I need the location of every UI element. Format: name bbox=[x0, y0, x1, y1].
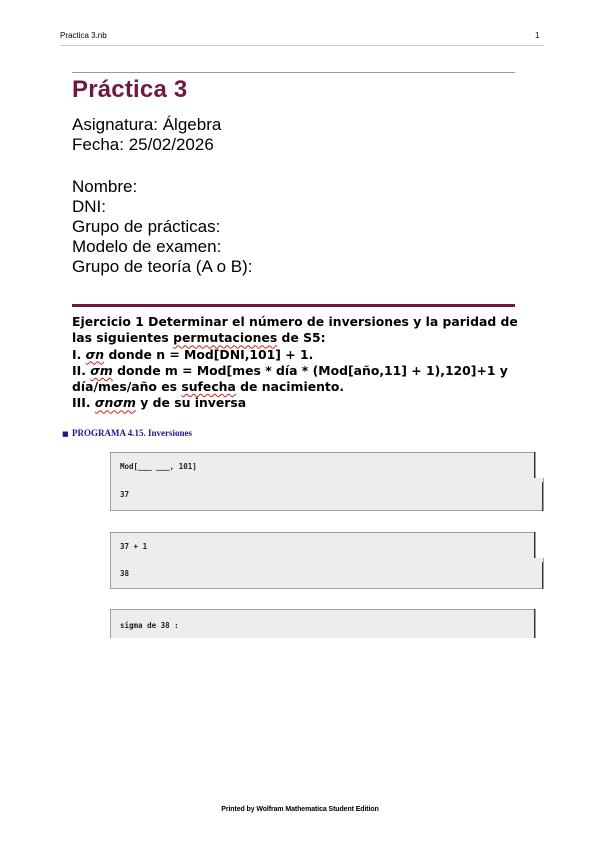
exercise-line-4 bbox=[72, 363, 522, 379]
exercise-line-5c: de nacimiento. bbox=[235, 379, 345, 395]
output-cell-1 bbox=[110, 478, 544, 511]
nombre-field: Nombre: bbox=[72, 177, 138, 196]
header-divider bbox=[60, 45, 544, 46]
output-cell-2 bbox=[110, 558, 544, 589]
programa-link[interactable]: PROGRAMA 4.15. Inversiones bbox=[72, 428, 192, 438]
fecha-text: Fecha: 25/02/2026 bbox=[72, 135, 214, 154]
sigma-n-symbol[interactable]: σn bbox=[85, 346, 105, 362]
bullet-square-icon: ■ bbox=[62, 430, 69, 438]
input-cell-3[interactable] bbox=[110, 609, 536, 638]
exercise-line-2a: las siguientes bbox=[72, 330, 174, 346]
exercise-line-6 bbox=[72, 395, 522, 411]
input-cell-1[interactable] bbox=[110, 452, 536, 479]
modelo-examen-field: Modelo de examen: bbox=[72, 237, 222, 256]
exercise-line-3 bbox=[72, 347, 522, 363]
grupo-practicas-field: Grupo de prácticas: bbox=[72, 217, 221, 236]
section-rule bbox=[72, 304, 515, 307]
exercise-line-5 bbox=[72, 379, 522, 395]
print-footer: Printed by Wolfram Mathematica Student Edition bbox=[221, 806, 379, 813]
title-rule bbox=[72, 72, 515, 73]
output-cell-1-value: 37 bbox=[120, 490, 130, 499]
exercise-text bbox=[72, 314, 522, 412]
exercise-line-2c: de S5: bbox=[277, 330, 326, 346]
header-filename: Practica 3.nb bbox=[60, 31, 107, 40]
output-cell-2-value: 38 bbox=[120, 569, 130, 578]
exercise-line-6a: III. bbox=[72, 395, 95, 411]
exercise-line-4a: II. bbox=[72, 362, 91, 378]
page-title: Práctica 3 bbox=[72, 76, 188, 103]
input-cell-2-code[interactable]: 37 + 1 bbox=[120, 542, 148, 551]
exercise-line-2 bbox=[72, 330, 522, 346]
sigma-m-symbol[interactable]: σm bbox=[90, 362, 113, 378]
cell-bracket[interactable] bbox=[542, 562, 543, 589]
asignatura-text: Asignatura: Álgebra bbox=[72, 115, 222, 134]
cell-bracket[interactable] bbox=[542, 482, 543, 511]
dni-field: DNI: bbox=[72, 197, 106, 216]
exercise-line-6c: y de su inversa bbox=[135, 395, 247, 411]
sigma-n-sigma-m-symbol[interactable]: σnσm bbox=[94, 395, 136, 411]
exercise-line-3a: I. bbox=[72, 346, 86, 362]
input-cell-1-code[interactable]: Mod[___ ___, 101] bbox=[120, 462, 197, 471]
header-page-number: 1 bbox=[535, 31, 540, 40]
input-cell-2[interactable] bbox=[110, 532, 536, 559]
exercise-line-4c: donde m = Mod[mes * día * (Mod[año,11] + 1),120]+1 y bbox=[112, 362, 508, 378]
misspelled-word[interactable]: sufecha bbox=[181, 379, 236, 395]
cell-bracket[interactable] bbox=[534, 609, 535, 638]
exercise-line-3c: donde n = Mod[DNI,101] + 1. bbox=[104, 346, 314, 362]
grupo-teoria-field: Grupo de teoría (A o B): bbox=[72, 257, 253, 276]
exercise-line-5a: día/mes/año es bbox=[72, 379, 182, 395]
misspelled-word[interactable]: permutaciones bbox=[173, 330, 278, 346]
exercise-line-1: Ejercicio 1 Determinar el número de inversiones y la paridad de bbox=[72, 314, 518, 329]
input-cell-3-code[interactable]: sigma de 38 : bbox=[120, 621, 179, 630]
